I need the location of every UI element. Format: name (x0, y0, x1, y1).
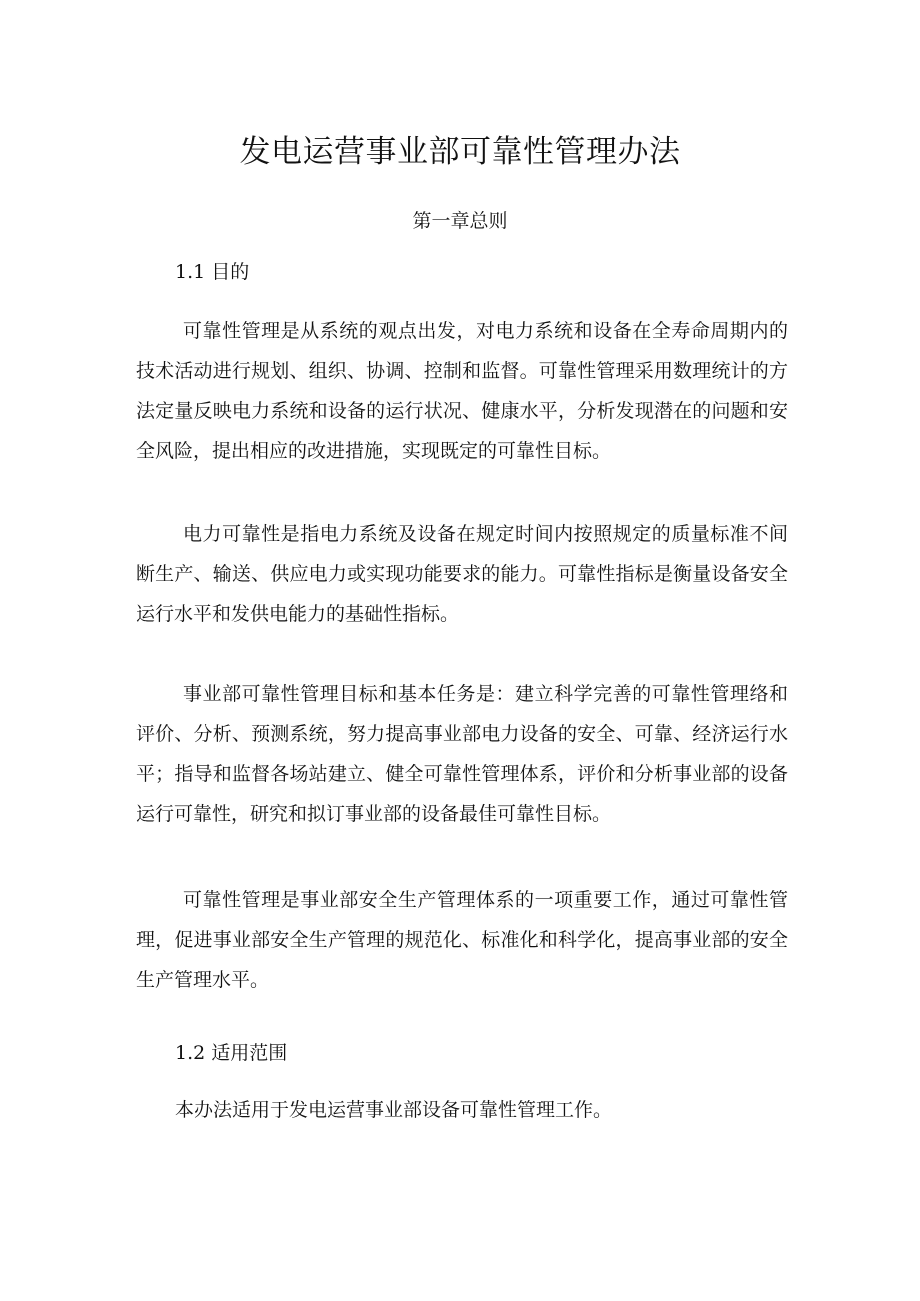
paragraph-purpose-3: 事业部可靠性管理目标和基本任务是：建立科学完善的可靠性管理络和评价、分析、预测系统，努力提高事业部电力设备的安全、可靠、经济运行水平；指导和监督各场站建立、健全可靠性管理体系，评价和分析事业部的设备运行可靠性，研究和拟订事业部的设备最佳可靠性目标。 (136, 683, 788, 825)
section-heading-scope: 1.2 适用范围 (175, 1042, 288, 1064)
paragraph-scope-1: 本办法适用于发电运营事业部设备可靠性管理工作。 (175, 1099, 613, 1121)
paragraph-purpose-1: 可靠性管理是从系统的观点出发，对电力系统和设备在全寿命周期内的技术活动进行规划、组织、协调、控制和监督。可靠性管理采用数理统计的方法定量反映电力系统和设备的运行状况、健康水平，分析发现潜在的问题和安全风险，提出相应的改进措施，实现既定的可靠性目标。 (136, 320, 788, 462)
section-heading-purpose: 1.1 目的 (175, 261, 250, 283)
paragraph-purpose-4: 可靠性管理是事业部安全生产管理体系的一项重要工作，通过可靠性管理，促进事业部安全生产管理的规范化、标准化和科学化，提高事业部的安全生产管理水平。 (136, 889, 788, 991)
paragraph-purpose-2: 电力可靠性是指电力系统及设备在规定时间内按照规定的质量标准不间断生产、输送、供应电力或实现功能要求的能力。可靠性指标是衡量设备安全运行水平和发供电能力的基础性指标。 (136, 523, 788, 625)
chapter-heading: 第一章总则 (412, 210, 508, 232)
document-title: 发电运营事业部可靠性管理办法 (239, 134, 681, 170)
